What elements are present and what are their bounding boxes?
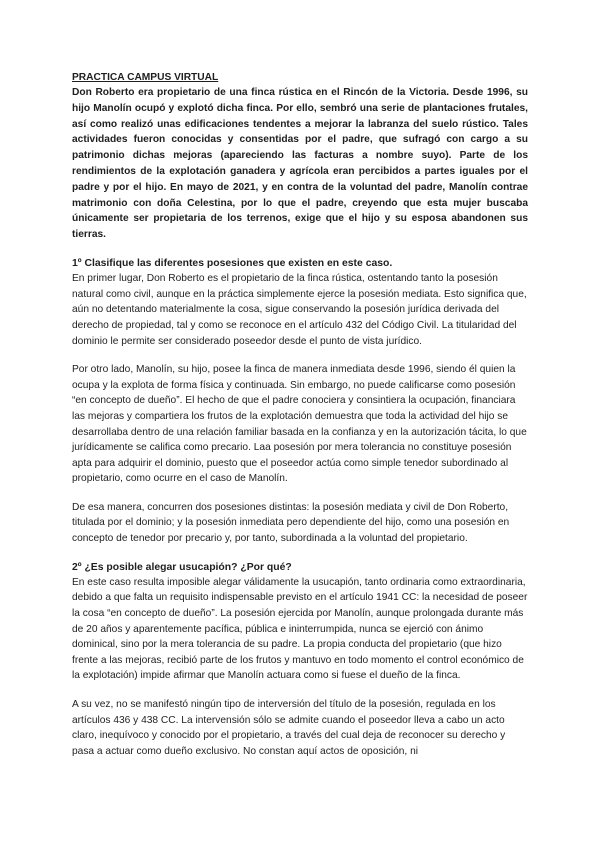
answer-1-paragraph: Por otro lado, Manolín, su hijo, posee la finca de manera inmediata desde 1996, siendo él quien la ocupa y la explota de forma física y continuada. Sin embargo, no puede calificarse como posesión “en concepto de dueño”. El hecho de que el padre conociera y consintiera la ocupación, financiara las mejoras y compartiera los frutos de la explotación demuestra que toda la actividad del hijo se desarrollaba dentro de una relación familiar basada en la confianza y en la autorización tácita, lo que jurídicamente se califica como precario. Laa posesión por mera tolerancia no constituye posesión apta para adquirir el dominio, puesto que el poseedor actúa como simple tenedor subordinado al propietario, como ocurre en el caso de Manolín. [72, 364, 527, 485]
question-2-heading: 2º ¿Es posible alegar usucapión? ¿Por qué? [72, 561, 292, 573]
answer-1-paragraph: De esa manera, concurren dos posesiones distintas: la posesión mediata y civil de Don Roberto, titulada por el dominio; y la posesión inmediata pero dependiente del hijo, como una posesión en concepto de tenedor por precario y, por tanto, subordinada a la voluntad del propietario. [72, 501, 510, 545]
answer-2-paragraph: En este caso resulta imposible alegar válidamente la usucapión, tanto ordinaria como extraordinaria, debido a que falta un requisito indispensable previsto en el artículo 1941 CC: la necesidad de poseer la cosa “en concepto de dueño”. La posesión ejercida por Manolín, aunque prolongada durante más de 20 años y aparentemente pacífica, pública e ininterrumpida, nunca se ejerció con ánimo dominical, sino por la mera tolerancia de su padre. La propia conducta del propietario (que hizo frente a las mejoras, recibió parte de los frutos y mantuvo en todo momento el control económico de la explotación) impide afirmar que Manolín actuara como si fuese el dueño de la finca. [72, 576, 528, 682]
case-statement: Don Roberto era propietario de una finca rústica en el Rincón de la Victoria. Desde 1996, su hijo Manolín ocupó y explotó dicha finca. Por ello, sembró una serie de plantaciones frutales, así como realizó unas edificaciones tendentes a mejorar la labranza del suelo rústico. Tales actividades fueron conocidas y consentidas por el padre, que sufragó con cargo a su patrimonio dichas mejoras (apareciendo las facturas a nombre suyo). Parte de los rendimientos de la explotación ganadera y agrícola eran percibidos a partes iguales por el padre y por el hijo. En mayo de 2021, y en contra de la voluntad del padre, Manolín contrae matrimonio con doña Celestina, por lo que el padre, creyendo que esta mujer buscaba únicamente ser propietaria de los terrenos, exige que el hijo y su esposa abandonen sus tierras. [72, 87, 528, 241]
answer-1-paragraph: En primer lugar, Don Roberto es el propietario de la finca rústica, ostentando tanto la posesión natural como civil, aunque en la práctica simplemente ejerce la posesión mediata. Esto significa que, aún no detentando materialmente la cosa, sigue conservando la posesión jurídica derivada del derecho de propiedad, tal y como se reconoce en el artículo 432 del Código Civil. La titularidad del dominio le permite ser considerado poseedor desde el punto de vista jurídico. [72, 273, 527, 347]
answer-2-paragraph: A su vez, no se manifestó ningún tipo de interversión del título de la posesión, regulada en los artículos 436 y 438 CC. La intervensión sólo se admite cuando el poseedor lleva a cabo un acto claro, inequívoco y conocido por el propietario, a través del cual deja de reconocer su derecho y pasa a actuar como dueño exclusivo. No constan aquí actos de oposición, ni [72, 699, 506, 757]
question-1-heading: 1º Clasifique las diferentes posesiones que existen en este caso. [72, 257, 393, 269]
document-title: PRACTICA CAMPUS VIRTUAL [72, 72, 219, 83]
